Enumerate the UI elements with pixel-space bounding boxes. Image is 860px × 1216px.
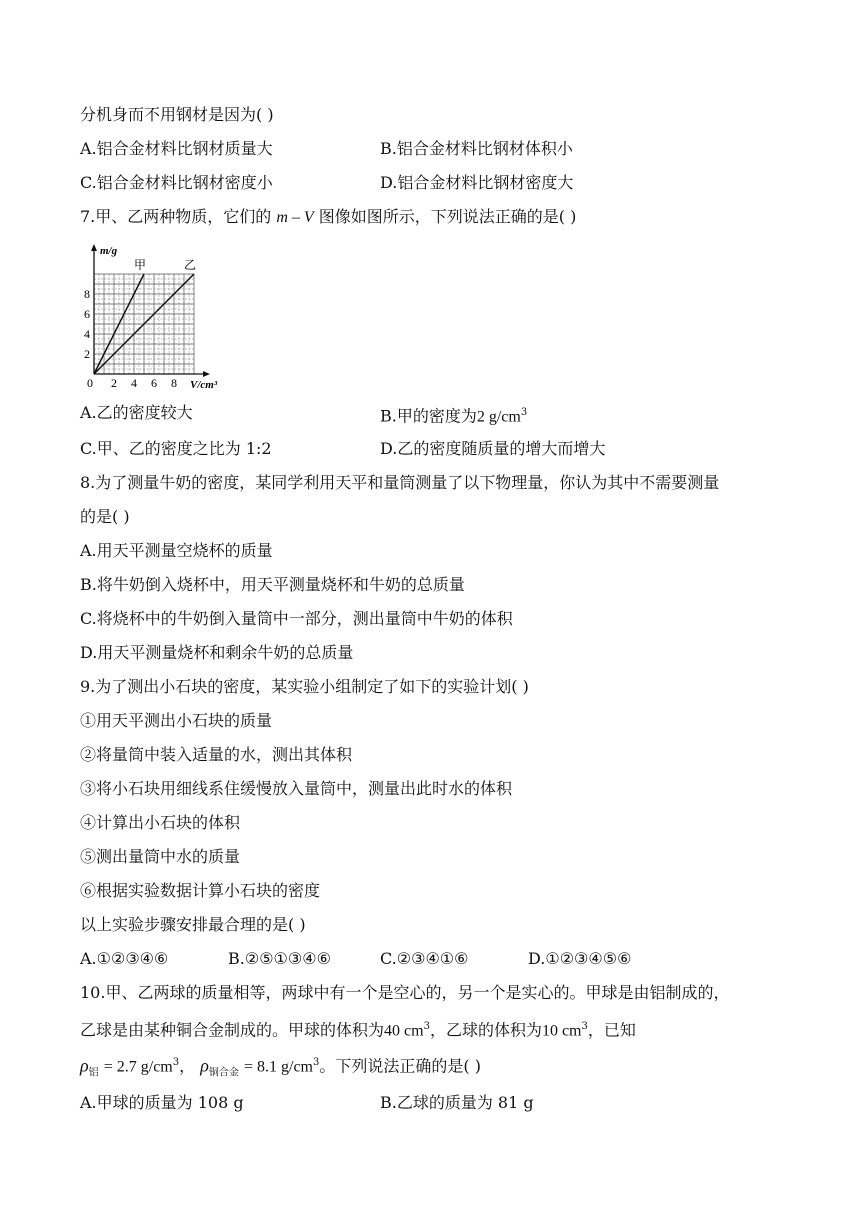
rho-cu-subscript: 铜合金 [208,1067,239,1079]
q6-option-c: C.铝合金材料比钢材密度小 [80,173,273,192]
y-tick-label: 6 [84,307,90,321]
q8-stem-line2: 的是( ) [80,507,130,526]
q9-step-3: ③将小石块用细线系住缓慢放入量筒中，测量出此时水的体积 [80,779,513,798]
q7-stem-pre: 7.甲、乙两种物质，它们的 [80,207,272,226]
x-tick-label: 4 [131,376,137,390]
q8-option-d: D.用天平测量烧杯和剩余牛奶的总质量 [80,643,354,662]
q8-option-b: B.将牛奶倒入烧杯中，用天平测量烧杯和牛奶的总质量 [80,575,465,594]
q10-volume-jia-exp: 3 [423,1021,430,1032]
q9-option-c: C.②③④①⑥ [380,949,469,968]
rho-al-subscript: 铝 [88,1067,99,1079]
q6-option-b: B.铝合金材料比钢材体积小 [380,139,573,158]
q10-line3-sep: ， [179,1056,196,1076]
rho-symbol-cu: ρ [200,1055,209,1076]
q10-volume-yi-exp: 3 [581,1021,588,1032]
y-axis-label: m/g [100,245,118,257]
q10-stem-line1: 10.甲、乙两球的质量相等，两球中有一个是空心的，另一个是实心的。甲球是由铝制成的， [80,983,730,1002]
y-axis-arrow [91,244,97,251]
y-tick-label: 4 [84,327,90,341]
q10-volume-jia: 40 cm [384,1022,424,1040]
q7-stem-math: m – V [276,209,314,226]
q7-option-b-text: B.甲的密度为 [380,406,477,426]
q10-stem-line3 [80,1052,481,1085]
chart-series [94,258,196,374]
q7-mv-chart [80,244,230,392]
rho-cu-exp: 3 [312,1057,320,1068]
y-tick-label: 8 [84,287,90,301]
q9-step-4: ④计算出小石块的体积 [80,813,241,832]
q8-option-c: C.将烧杯中的牛奶倒入量筒中一部分，测出量筒中牛奶的体积 [80,609,513,628]
q9-step-1: ①用天平测出小石块的质量 [80,711,273,730]
rho-al-exp: 3 [172,1057,180,1068]
rho-al-value: = 2.7 g/cm [103,1058,173,1076]
rho-cu-value: = 8.1 g/cm [243,1058,313,1076]
q9-step-6: ⑥根据实验数据计算小石块的密度 [80,881,321,900]
x-tick-label: 2 [111,376,117,390]
series-label-2: 乙 [184,258,197,272]
q7-option-b [380,402,527,428]
q7-option-d: D.乙的密度随质量的增大而增大 [380,439,606,458]
q9-option-a: A.①②③④⑥ [80,949,169,968]
x-tick-label: 6 [151,376,157,390]
q9-question: 以上实验步骤安排最合理的是( ) [80,915,306,934]
q6-option-a: A.铝合金材料比钢材质量大 [80,139,273,158]
q10-option-a: A.甲球的质量为 108 g [80,1093,244,1112]
q6-stem: 分机身而不用钢材是因为( ) [80,105,274,124]
q7-option-b-value: 2 g/cm [476,408,521,426]
q10-stem-line2 [80,1016,636,1042]
q9-stem: 9.为了测出小石块的密度，某实验小组制定了如下的实验计划( ) [80,677,529,696]
q10-line2-text-a: 乙球是由某种铜合金制成的。甲球的体积为 [80,1020,385,1040]
q7-option-b-exp: 3 [520,407,528,418]
q8-stem-line1: 8.为了测量牛奶的密度，某同学利用天平和量筒测量了以下物理量，你认为其中不需要测量 [80,473,720,492]
q10-line2-text-b: ，乙球的体积为 [429,1020,542,1040]
series-label-1: 甲 [134,258,147,272]
q7-stem-post: 图像如图所示，下列说法正确的是( ) [318,207,577,226]
q9-option-d: D.①②③④⑤⑥ [528,949,632,968]
x-axis-arrow [203,371,210,377]
x-axis-label: V/cm³ [190,379,218,391]
y-tick-label: 2 [84,347,90,361]
q9-step-2: ②将量筒中装入适量的水，测出其体积 [80,745,353,764]
q7-stem [80,206,576,229]
q9-step-5: ⑤测出量筒中水的质量 [80,847,241,866]
q10-volume-yi: 10 cm [541,1022,582,1040]
q7-option-c: C.甲、乙的密度之比为 1:2 [80,439,272,458]
q10-line3-post: 。下列说法正确的是( ) [319,1056,481,1076]
rho-symbol-al: ρ [80,1055,89,1076]
q7-option-a: A.乙的密度较大 [80,403,193,422]
x-tick-label: 0 [87,376,93,390]
q9-option-b: B.②⑤①③④⑥ [228,949,331,968]
q6-option-d: D.铝合金材料比钢材密度大 [380,173,574,192]
x-tick-label: 8 [171,376,177,390]
q10-option-b: B.乙球的质量为 81 g [380,1093,534,1112]
q10-line2-text-c: ，已知 [587,1020,636,1040]
q8-option-a: A.用天平测量空烧杯的质量 [80,541,273,560]
